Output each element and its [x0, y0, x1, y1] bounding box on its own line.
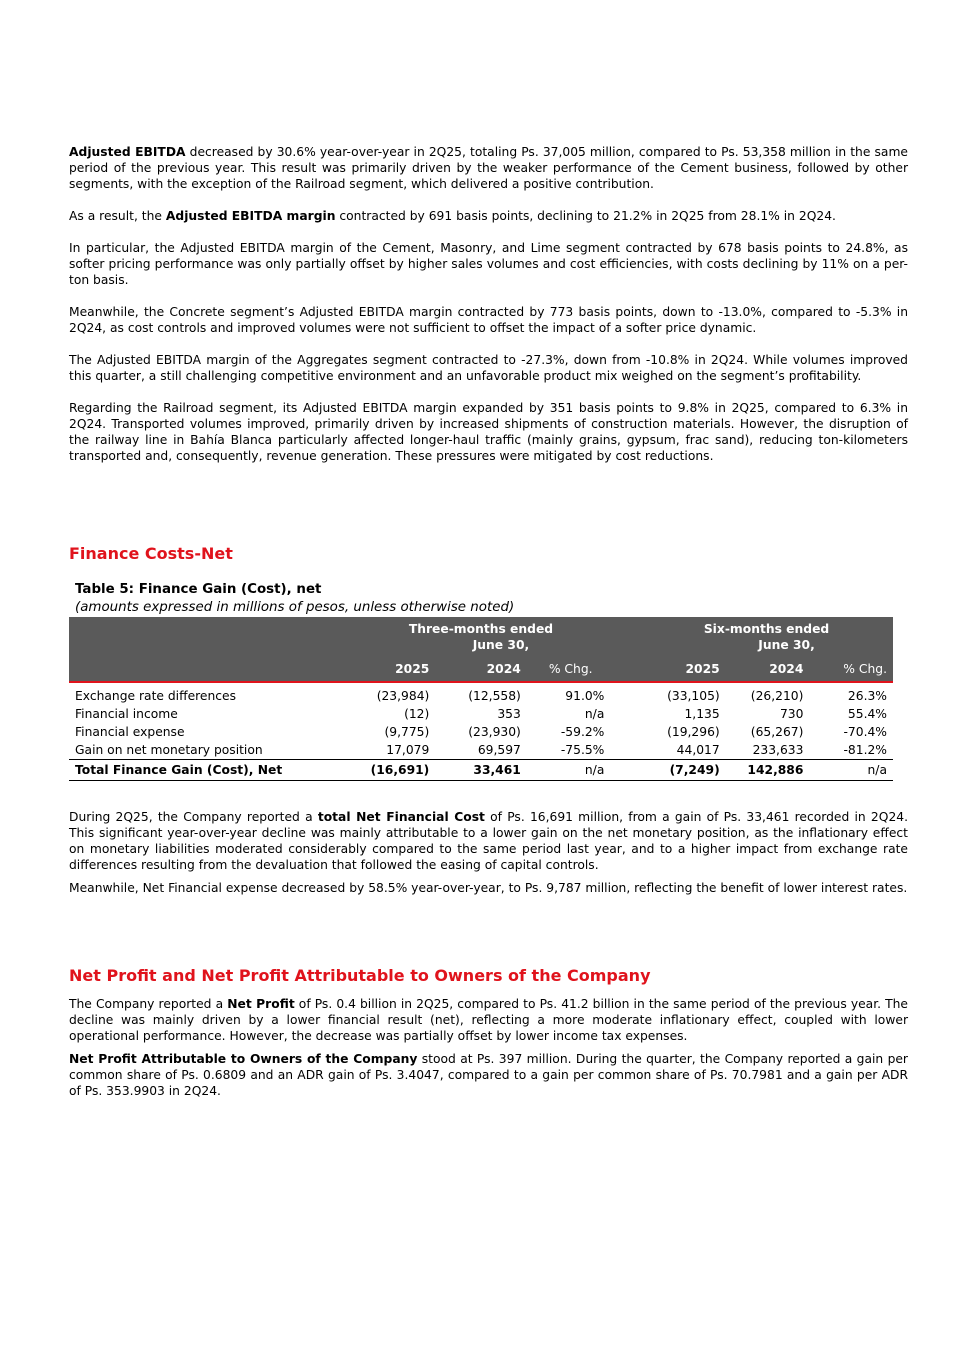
col-pct-chg-six: % Chg. — [809, 657, 893, 682]
col-2024-six: 2024 — [726, 657, 810, 682]
six-months-header: Six-months ended June 30, — [640, 617, 893, 657]
finance-paragraph-1: During 2Q25, the Company reported a total Net Financial Cost of Ps. 16,691 million, from a gain of Ps. 33,461 recorded in 2Q24. This significant year-over-year decline was mainly attributable to a lower gain on the net monetary position, as the inflationary effect on monetary liabilities moderated considerably compared to the same period last year, and to a higher impact from exchange rate differences resulting from the devaluation that followed the easing of capital controls. — [69, 810, 908, 872]
finance-costs-heading: Finance Costs-Net — [69, 544, 233, 563]
net-profit-heading: Net Profit and Net Profit Attributable to Owners of the Company — [69, 966, 651, 985]
document-page — [69, 144, 908, 1099]
net-profit-paragraph-1: The Company reported a Net Profit of Ps. 0.4 billion in 2Q25, compared to Ps. 41.2 billion in the same period of the previous year. The decline was mainly driven by a lower financial result (net), reflecting a more moderate inflationary effect, coupled with lower operational performance. However, the decrease was partially offset by lower income tax expenses. — [69, 997, 909, 1043]
col-2025: 2025 — [352, 657, 436, 682]
table-row: Gain on net monetary position 17,079 69,597 -75.5% 44,017 233,633 -81.2% — [75, 743, 887, 757]
finance-table — [69, 617, 893, 781]
cement-paragraph: In particular, the Adjusted EBITDA margin of the Cement, Masonry, and Lime segment contracted by 678 basis points to 24.8%, as softer pricing performance was only partially offset by higher sales volumes and cost efficiencies, with costs declining by 11% on a per-ton basis. — [69, 241, 908, 287]
three-months-header: Three-months ended June 30, — [352, 617, 611, 657]
table-caption — [75, 581, 908, 617]
table-row: Financial income (12) 353 n/a 1,135 730 55.4% — [75, 707, 887, 721]
table-subtitle: (amounts expressed in millions of pesos, unless otherwise noted) — [75, 600, 515, 615]
net-profit-paragraph-2: Net Profit Attributable to Owners of the Company stood at Ps. 397 million. During the quarter, the Company reported a gain per common share of Ps. 0.6809 and an ADR gain of Ps. 3.4047, compared to a gain per common share of Ps. 70.7981 and a gain per ADR of Ps. 353.9903 in 2Q24. — [69, 1052, 908, 1098]
table-title: Table 5: Finance Gain (Cost), net — [75, 582, 322, 597]
col-2025-six: 2025 — [640, 657, 726, 682]
table-group-header — [69, 617, 893, 657]
finance-paragraph-2: Meanwhile, Net Financial expense decreased by 58.5% year-over-year, to Ps. 9,787 million, reflecting the benefit of lower interest rates. — [69, 881, 908, 895]
concrete-paragraph: Meanwhile, the Concrete segment’s Adjusted EBITDA margin contracted by 773 basis points, down to -13.0%, compared to -5.3% in 2Q24, as cost controls and improved volumes were not sufficient to offset the impact of a softer price dynamic. — [69, 305, 908, 335]
table-row: Exchange rate differences (23,984) (12,558) 91.0% (33,105) (26,210) 26.3% — [75, 689, 887, 703]
col-2024: 2024 — [435, 657, 527, 682]
table-row: Financial expense (9,775) (23,930) -59.2% (19,296) (65,267) -70.4% — [75, 725, 887, 739]
ebitda-paragraph-1: Adjusted EBITDA decreased by 30.6% year-over-year in 2Q25, totaling Ps. 37,005 million, compared to Ps. 53,358 million in the same period of the previous year. This result was primarily driven by the weaker performance of the Cement business, followed by other segments, with the exception of the Railroad segment, which delivered a positive contribution. — [69, 145, 908, 191]
ebitda-margin-paragraph: As a result, the Adjusted EBITDA margin contracted by 691 basis points, declining to 21.2% in 2Q25 from 28.1% in 2Q24. — [69, 209, 836, 223]
table-total-row: Total Finance Gain (Cost), Net (16,691) 33,461 n/a (7,249) 142,886 n/a — [69, 760, 893, 781]
aggregates-paragraph: The Adjusted EBITDA margin of the Aggregates segment contracted to -27.3%, down from -10.8% in 2Q24. While volumes improved this quarter, a still challenging competitive environment and an unfavorable product mix weighed on the segment’s profitability. — [69, 353, 908, 383]
table-column-header — [69, 657, 893, 682]
col-pct-chg: % Chg. — [527, 657, 611, 682]
railroad-paragraph: Regarding the Railroad segment, its Adjusted EBITDA margin expanded by 351 basis points to 9.8% in 2Q25, compared to 6.3% in 2Q24. Transported volumes improved, primarily driven by increased shipments of construction materials. However, the disruption of the railway line in Bahía Blanca particularly affected longer-haul traffic (mainly grains, gypsum, frac sand), reducing ton-kilometers transported and, consequently, revenue generation. These pressures were mitigated by cost reductions. — [69, 401, 908, 463]
